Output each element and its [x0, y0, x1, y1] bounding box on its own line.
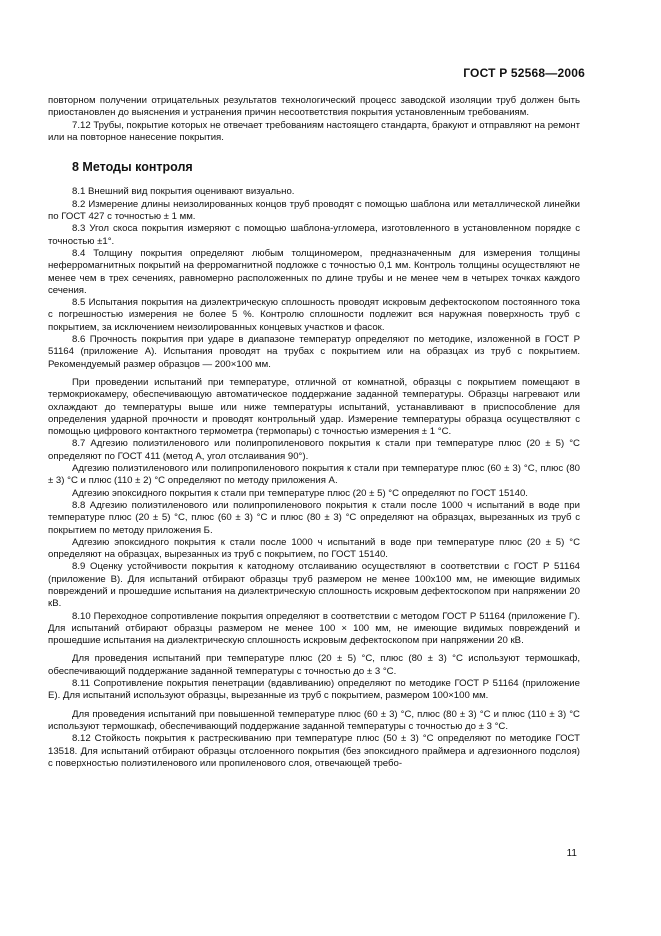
page-number: 11	[566, 848, 577, 859]
paragraph-8-8: 8.8 Адгезию полиэтиленового или полипропиленового покрытия к стали после 1000 ч испытаний в воде при температуре плюс (20 ± 5) °С, плюс (60 ± 3) °С и плюс (80 ± 3) °С определяют на образцах, вырезанных из труб с покрытием по методу приложения Б.	[48, 499, 580, 536]
paragraph-8-6-temperature: При проведении испытаний при температуре, отличной от комнатной, образцы с покрытием помещают в термокриокамеру, обеспечивающую автоматическое поддержание заданной температуры. Образцы нагревают или охлаждают до температуры выше или ниже температуры испытаний, устанавливают в приспособление для определения ударной прочности и проводят контрольный удар. Измерение температуры образца осуществляют с помощью цифрового контактного термометра (термопары) с точностью измерения ± 1 °С.	[48, 376, 580, 438]
paragraph-7-12: 7.12 Трубы, покрытие которых не отвечает требованиям настоящего стандарта, бракуют и отправляют на ремонт или на повторное нанесение покрытия.	[48, 119, 580, 143]
paragraph-8-11-temperature: Для проведения испытаний при повышенной температуре плюс (60 ± 3) °С, плюс (80 ± 3) °С и плюс (110 ± 3) °С используют термошкаф, обеспечивающий поддержание заданной температуры с точностью до ± 3 °С.	[48, 708, 580, 732]
paragraph-8-2: 8.2 Измерение длины неизолированных концов труб проводят с помощью шаблона или металлической линейки по ГОСТ 427 с точностью ± 1 мм.	[48, 198, 580, 223]
document-header: ГОСТ Р 52568—2006	[463, 66, 585, 80]
paragraph-8-11: 8.11 Сопротивление покрытия пенетрации (вдавливанию) определяют по методике ГОСТ Р 51164 (приложение Е). Для испытаний используют образцы, вырезанные из труб с покрытием, размером 100×100 мм.	[48, 678, 580, 702]
paragraph-8-5: 8.5 Испытания покрытия на диэлектрическую сплошность проводят искровым дефектоскопом постоянного тока с погрешностью измерения не более 5 %. Контролю сплошности подлежит вся наружная поверхность труб с покрытием, за исключением неизолированных концевых участков и фасок.	[48, 297, 580, 333]
paragraph-8-9: 8.9 Оценку устойчивости покрытия к катодному отслаиванию осуществляют в соответствии с ГОСТ Р 51164 (приложение В). Для испытаний отбирают образцы труб размером не менее 100х100 мм, не имеющие видимых повреждений и прошедшие испытания на диэлектрическую сплошность искровым дефектоскопом при напряжении 20 кВ.	[48, 561, 580, 610]
paragraph-8-7-elevated: Адгезию полиэтиленового или полипропиленового покрытия к стали при температуре плюс (60 ± 3) °С, плюс (80 ± 3) °С и плюс (110 ± 2) °С определяют по методу приложения А.	[48, 463, 580, 487]
paragraph-8-4: 8.4 Толщину покрытия определяют любым толщиномером, предназначенным для измерения толщины неферромагнитных покрытий на ферромагнитной подложке с точностью 0,1 мм. Контроль толщины осуществляют не менее чем в трех сечениях, равномерно расположенных по длине трубы и не менее чем в четырех точках каждого сечения.	[48, 247, 580, 296]
paragraph-8-10-temperature: Для проведения испытаний при температуре плюс (20 ± 5) °С, плюс (80 ± 3) °С используют термошкаф, обеспечивающий поддержание заданной температуры с точностью до ± 3 °С.	[48, 653, 580, 677]
paragraph-continuation: повторном получении отрицательных результатов технологический процесс заводской изоляции труб должен быть приостановлен до выяснения и устранения причин несоответствия покрытия установленным требованиям.	[48, 95, 580, 119]
paragraph-8-1: 8.1 Внешний вид покрытия оценивают визуально.	[72, 186, 295, 198]
paragraph-8-3: 8.3 Угол скоса покрытия измеряют с помощью шаблона-угломера, изготовленного в установленном порядке с точностью ±1°.	[48, 223, 580, 247]
paragraph-8-7-epoxy: Адгезию эпоксидного покрытия к стали при температуре плюс (20 ± 5) °С определяют по ГОСТ 15140.	[72, 487, 528, 499]
paragraph-8-12: 8.12 Стойкость покрытия к растрескиванию при температуре плюс (50 ± 3) °С определяют по методике ГОСТ 13518. Для испытаний отбирают образцы отслоенного покрытия (без эпоксидного праймера и адгезионного подслоя) с поверхностью полиэтиленового или пропиленового слоя, отвечающей требо-	[48, 733, 580, 769]
paragraph-8-8-epoxy: Адгезию эпоксидного покрытия к стали после 1000 ч испытаний в воде при температуре плюс (20 ± 5) °С определяют на образцах, вырезанных из труб с покрытием, по ГОСТ 15140.	[48, 536, 580, 561]
document-body	[48, 95, 580, 770]
paragraph-8-6: 8.6 Прочность покрытия при ударе в диапазоне температур определяют по методике, изложенной в ГОСТ Р 51164 (приложение А). Испытания проводят на трубах с покрытием или на образцах из труб с покрытием. Рекомендуемый размер образцов — 200×100 мм.	[48, 334, 580, 370]
section-title: 8 Методы контроля	[72, 160, 193, 175]
paragraph-8-10: 8.10 Переходное сопротивление покрытия определяют в соответствии с методом ГОСТ Р 51164 (приложение Г). Для испытаний отбирают образцы размером не менее 100 × 100 мм, не имеющие видимых повреждений и прошедшие испытания на диэлектрическую сплошность искровым дефектоскопом при напряжении 20 кВ.	[48, 610, 580, 647]
paragraph-8-7: 8.7 Адгезию полиэтиленового или полипропиленового покрытия к стали при температуре плюс (20 ± 5) °С определяют по ГОСТ 411 (метод А, угол отслаивания 90°).	[48, 438, 580, 462]
